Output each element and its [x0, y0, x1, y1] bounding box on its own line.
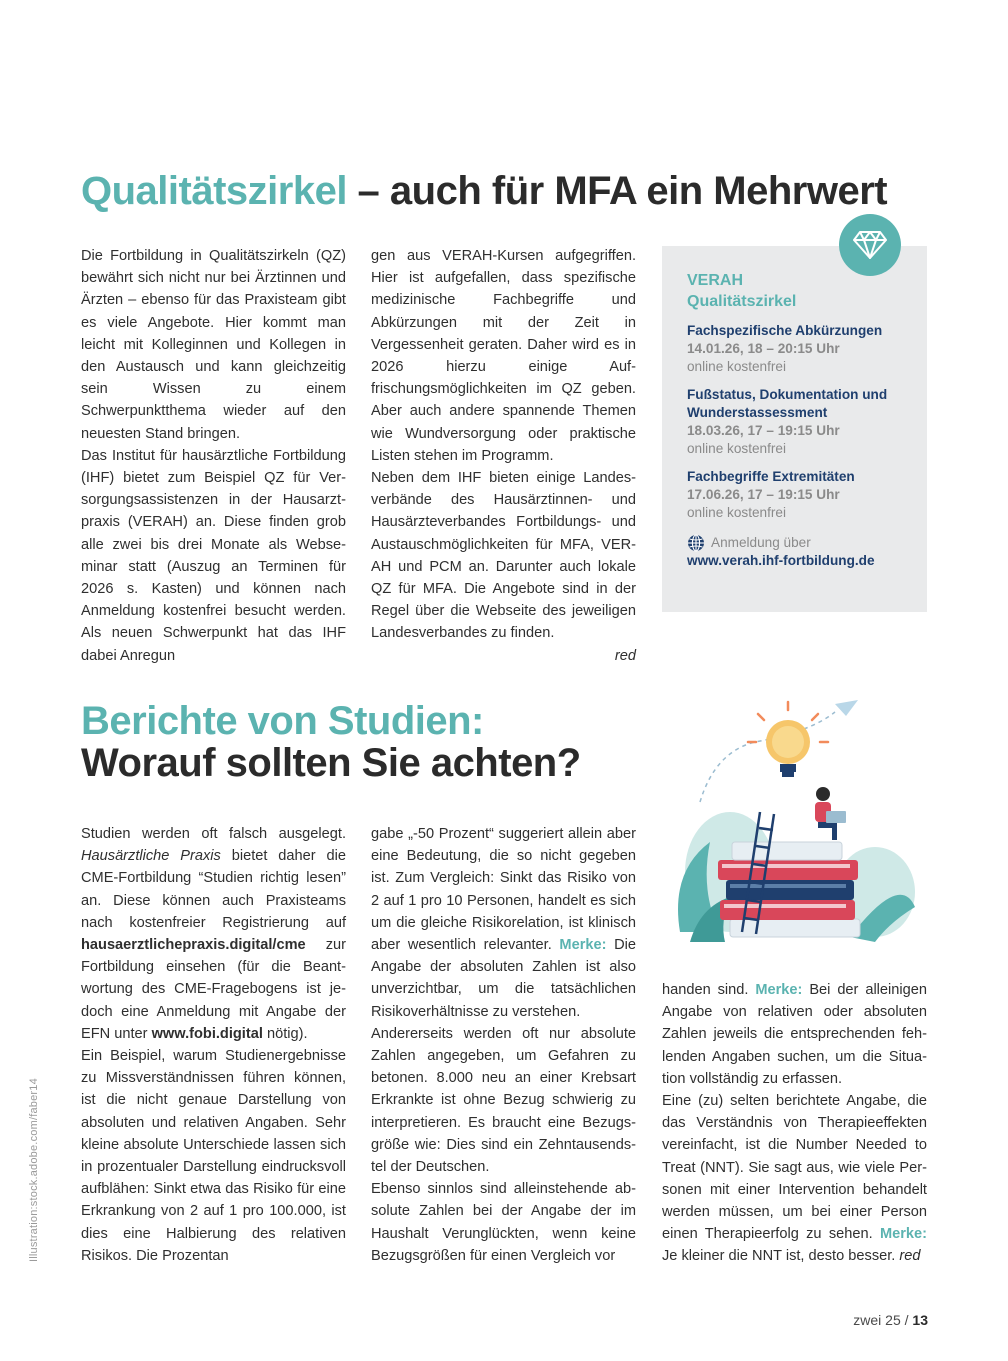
article2-column-3: [662, 979, 927, 1268]
event-date: 17.06.26, 17 – 19:15 Uhr: [687, 487, 840, 502]
diamond-badge: [839, 214, 901, 276]
sidebar-title-line-2: Qualitätszirkel: [687, 293, 797, 310]
text-run: gabe „-50 Prozent“ suggeriert allein aber eine Bedeutung, die so nicht gegeben ist. Zum Vergleich: Sinkt das Risiko von 2 auf 1 pro 10 Personen, handelt es sich um die gleiche Risikorelation, ist klinisch aber wesentlich relevanter.: [371, 826, 636, 954]
article2-col2-paragraph-1: [371, 823, 636, 1023]
merke-label: Merke:: [755, 982, 803, 998]
page-number: 13: [912, 1312, 928, 1328]
page-footer: [853, 1312, 928, 1328]
article1-column-1: [81, 245, 346, 667]
sidebar-register-row: [687, 534, 912, 552]
sidebar-event-1: [687, 322, 912, 376]
text-run: Je kleiner die NNT ist, desto besser.: [662, 1248, 900, 1265]
article2-column-2: [371, 823, 636, 1267]
diamond-icon: [853, 230, 887, 260]
text-run: Bei der alleinigen Angabe von relativen oder absoluten Zahlen jeweils die entsprechenden fehlenden Angaben suchen, um die Situation vollständig zu erfassen.: [662, 982, 927, 1087]
article2-col3-paragraph-2: [662, 1090, 927, 1268]
globe-icon: [687, 534, 705, 552]
article2-column-1: [81, 823, 346, 1267]
event-date: 14.01.26, 18 – 20:15 Uhr: [687, 341, 840, 356]
journal-name: Hausärztliche Praxis: [81, 848, 221, 865]
article1-col1-paragraph-2: Das Institut für hausärztliche Fortbildung (IHF) bietet zum Beispiel QZ für Versorgungsassistenzen in der Hausarztpraxis (VERAH) an. Diese finden grob alle zwei bis drei Monate als Webseminar statt (Auszug an Terminen für 2026 s. Kasten) und können nach Anmeldung kostenfrei besucht werden. Als neuen Schwerpunkt hat das IHF dabei Anregun: [81, 447, 346, 664]
text-run: nötig).: [262, 1025, 308, 1042]
article1-title-rest: – auch für MFA ein Mehrwert: [346, 169, 888, 213]
article2-col2-paragraph-3: Ebenso sinnlos sind alleinstehende absolute Zahlen bei der Angabe der im Haushalt Verunglückten, wenn keine Bezugsgrößen für einen Vergleich vor: [371, 1181, 636, 1264]
event-name: Fußstatus, Dokumentation und Wunderstassessment: [687, 387, 888, 420]
books-lightbulb-illustration: [660, 692, 930, 962]
text-run: Eine (zu) selten berichtete Angabe, die das Verständnis von Therapieeffekten vereinfacht, ist die Number Needed to Treat (NNT). Sie sagt aus, wie viele Personen mit einer Intervention behandelt werden müssen, um bei einer Person einen Therapieerfolg zu sehen.: [662, 1093, 927, 1243]
article1-col1-paragraph-1: Die Fortbildung in Qualitätszirkeln (QZ) bewährt sich nicht nur bei Ärztinnen und Ärzten – ebenso für das Praxisteam gibt es viele Angebote. Hier kommt man leicht mit Kolleginnen und Kollegen in den Austausch und kann gleichzeitig sein Wissen zu einem Schwerpunktthema wieder auf den neuesten Stand bringen.: [81, 248, 346, 442]
event-date: 18.03.26, 17 – 19:15 Uhr: [687, 423, 840, 438]
merke-label: Merke:: [879, 1226, 927, 1243]
illustration-credit: Illustration:stock.adobe.com/faber14: [28, 1078, 40, 1262]
article2-title-line-2: Worauf sollten Sie achten?: [81, 741, 581, 785]
article1-title-accent: Qualitätszirkel: [81, 169, 347, 213]
article2-col1-paragraph-1: [81, 823, 346, 1045]
article1-column-2: [371, 245, 636, 667]
article1-title: [81, 168, 887, 214]
event-name: Fachspezifische Abkürzungen: [687, 323, 883, 338]
register-label: Anmeldung über: [711, 535, 811, 550]
event-note: online kostenfrei: [687, 359, 786, 374]
merke-label: Merke:: [559, 937, 607, 954]
text-run: handen sind.: [662, 982, 756, 998]
article1-col2-paragraph-2: Neben dem IHF bieten einige Landesverbände des Hausärztinnen- und Hausärzteverbandes Fortbildungs- und Austauschmöglichkeiten für MFA, VERAH und PCM an. Darunter auch lokale QZ für MFA. Die Angebote sind in der Regel über die Webseite des jeweiligen Landesverbandes zu finden.: [371, 470, 636, 642]
text-run: bietet daher die CME-Fortbildung “Studien richtig lesen” an. Diese können auch Praxisteams nach kostenfreier Registrierung auf: [81, 848, 346, 931]
sidebar-title-line-1: VERAH: [687, 272, 744, 289]
event-note: online kostenfrei: [687, 441, 786, 456]
article2-col1-paragraph-2: Ein Beispiel, warum Studienergebnisse zu Missverständnissen führen können, ist die nicht genaue Darstellung von absoluten und relativen Angaben. Sehr kleine absolute Unterschiede lassen sich in prozentualer Darstellung eindrucksvoll aufblähen: Sinkt etwa das Risiko für eine Erkrankung von 2 auf 1 pro 100.000, ist dies eine Halbierung des relativen Risikos. Die Prozentan: [81, 1048, 346, 1264]
text-run: zur Fortbildung einsehen (für die Beantwortung des CME-Fragebogens ist jedoch eine Anmeldung mit Angabe der EFN unter: [81, 937, 346, 1042]
text-run: Die Angabe der absoluten Zahlen ist also unverzichtbar, um die tatsächlichen Risikoverhältnisse zu verstehen.: [371, 937, 637, 1020]
event-note: online kostenfrei: [687, 505, 786, 520]
article1-signature: red: [614, 647, 636, 664]
issue-label: zwei 25: [853, 1312, 901, 1328]
fobi-url-link[interactable]: www.fobi.digital: [151, 1025, 263, 1042]
cme-url-link[interactable]: hausaerztlichepraxis.digital/cme: [81, 937, 306, 954]
text-run: Studien werden oft falsch ausgelegt.: [81, 826, 346, 842]
register-link[interactable]: www.verah.ihf-fortbildung.de: [687, 553, 875, 568]
article2-col2-paragraph-2: Andererseits werden oft nur absolute Zahlen angegeben, um Gefahren zu betonen. 8.000 neu an einer Krebsart Erkrankte ist ohne Bezug schwierig zu interpretieren. Es braucht eine Bezugsgröße wie: Dies sind ein Zehntausendstel der Deutschen.: [371, 1025, 636, 1176]
verah-info-content: [687, 270, 912, 570]
article2-signature: red: [899, 1248, 921, 1265]
sidebar-event-3: [687, 468, 912, 522]
sidebar-event-2: [687, 386, 912, 458]
footer-separator: /: [900, 1312, 913, 1328]
article2-col3-paragraph-1: [662, 979, 927, 1090]
article2-title-line-1: Berichte von Studien:: [81, 699, 484, 743]
article1-col2-paragraph-1: gen aus VERAH-Kursen aufgegriffen. Hier ist aufgefallen, dass spezifische medizinische Fachbegriffe und Abkürzungen mit der Zeit in Vergessenheit geraten. Daher wird es in 2026 hierzu einige Auffrischungsmöglichkeiten im QZ geben. Aber auch andere spannende Themen wie Wundversorgung oder praktische Listen stehen im Programm.: [371, 248, 636, 464]
event-name: Fachbegriffe Extremitäten: [687, 469, 855, 484]
